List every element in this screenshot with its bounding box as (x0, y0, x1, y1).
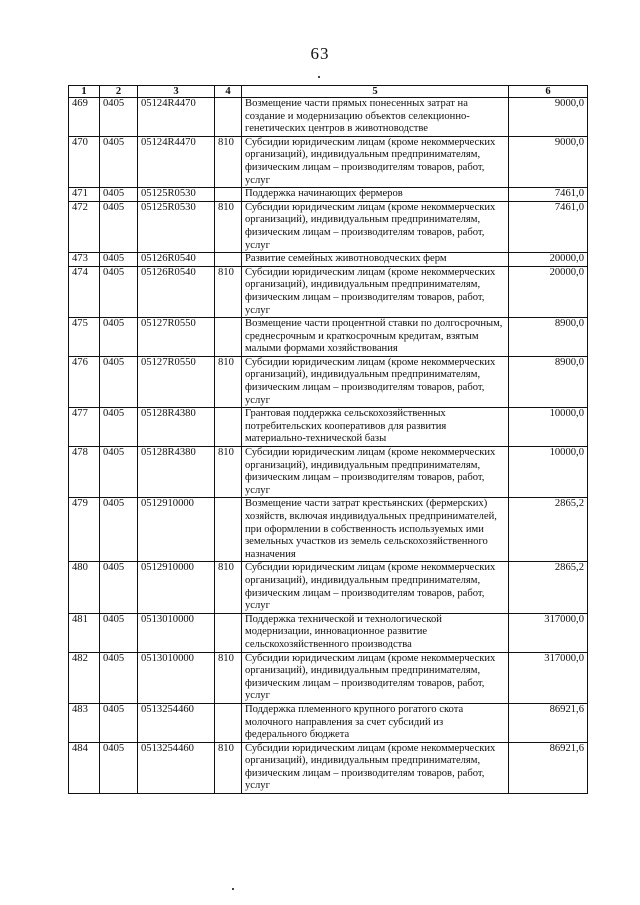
section-code-cell: 0405 (100, 703, 138, 742)
expense-type-cell (215, 318, 242, 357)
target-article-cell: 0513254460 (138, 742, 215, 793)
amount-cell: 2865,2 (509, 562, 588, 613)
section-code-cell: 0405 (100, 562, 138, 613)
target-article-cell: 05127R0550 (138, 356, 215, 407)
target-article-cell: 0513010000 (138, 652, 215, 703)
expense-type-cell: 810 (215, 447, 242, 498)
section-code-cell: 0405 (100, 266, 138, 317)
section-code-cell: 0405 (100, 447, 138, 498)
expense-type-cell: 810 (215, 201, 242, 252)
description-cell: Возмещение части прямых понесенных затрат на создание и модернизацию объектов селекционно-генетических центров в животноводстве (242, 98, 509, 137)
amount-cell: 317000,0 (509, 613, 588, 652)
description-cell: Субсидии юридическим лицам (кроме некоммерческих организаций), индивидуальным предпринимателям, физическим лицам – производителям товаров, работ, услуг (242, 742, 509, 793)
description-cell: Субсидии юридическим лицам (кроме некоммерческих организаций), индивидуальным предпринимателям, физическим лицам – производителям товаров, работ, услуг (242, 562, 509, 613)
description-cell: Возмещение части затрат крестьянских (фермерских) хозяйств, включая индивидуальных предпринимателей, при оформлении в собственность используемых ими земельных участков из земель сельскохозяйственного назначения (242, 498, 509, 562)
table-row (69, 447, 588, 498)
budget-table (68, 85, 588, 794)
expense-type-cell: 810 (215, 742, 242, 793)
row-number-cell: 481 (69, 613, 100, 652)
table-row (69, 318, 588, 357)
scan-speck (232, 888, 234, 890)
row-number-cell: 483 (69, 703, 100, 742)
section-code-cell: 0405 (100, 253, 138, 267)
target-article-cell: 05126R0540 (138, 266, 215, 317)
row-number-cell: 478 (69, 447, 100, 498)
amount-cell: 10000,0 (509, 447, 588, 498)
amount-cell: 7461,0 (509, 201, 588, 252)
target-article-cell: 0512910000 (138, 498, 215, 562)
table-row (69, 188, 588, 202)
expense-type-cell: 810 (215, 356, 242, 407)
table-row (69, 408, 588, 447)
expense-type-cell (215, 498, 242, 562)
section-code-cell: 0405 (100, 408, 138, 447)
section-code-cell: 0405 (100, 136, 138, 187)
table-row (69, 562, 588, 613)
expense-type-cell: 810 (215, 266, 242, 317)
table-row (69, 136, 588, 187)
amount-cell: 10000,0 (509, 408, 588, 447)
table-row (69, 652, 588, 703)
table-row (69, 201, 588, 252)
description-cell: Субсидии юридическим лицам (кроме некоммерческих организаций), индивидуальным предпринимателям, физическим лицам – производителям товаров, работ, услуг (242, 447, 509, 498)
page-number: 63 (310, 44, 330, 63)
amount-cell: 8900,0 (509, 356, 588, 407)
row-number-cell: 479 (69, 498, 100, 562)
table-row (69, 613, 588, 652)
table-row (69, 266, 588, 317)
expense-type-cell: 810 (215, 652, 242, 703)
description-cell: Субсидии юридическим лицам (кроме некоммерческих организаций), индивидуальным предпринимателям, физическим лицам – производителям товаров, работ, услуг (242, 136, 509, 187)
table-header-row (69, 86, 588, 98)
amount-cell: 20000,0 (509, 253, 588, 267)
column-header-section: 2 (100, 86, 138, 98)
section-code-cell: 0405 (100, 742, 138, 793)
description-cell: Субсидии юридическим лицам (кроме некоммерческих организаций), индивидуальным предпринимателям, физическим лицам – производителям товаров, работ, услуг (242, 266, 509, 317)
expense-type-cell (215, 253, 242, 267)
description-cell: Развитие семейных животноводческих ферм (242, 253, 509, 267)
section-code-cell: 0405 (100, 318, 138, 357)
row-number-cell: 477 (69, 408, 100, 447)
description-cell: Поддержка технической и технологической модернизации, инновационное развитие сельскохозяйственного производства (242, 613, 509, 652)
column-header-num: 1 (69, 86, 100, 98)
description-cell: Поддержка племенного крупного рогатого скота молочного направления за счет субсидий из федерального бюджета (242, 703, 509, 742)
section-code-cell: 0405 (100, 188, 138, 202)
row-number-cell: 476 (69, 356, 100, 407)
scan-speck (318, 76, 320, 78)
target-article-cell: 05128R4380 (138, 408, 215, 447)
target-article-cell: 0512910000 (138, 562, 215, 613)
row-number-cell: 474 (69, 266, 100, 317)
description-cell: Возмещение части процентной ставки по долгосрочным, среднесрочным и краткосрочным кредитам, взятым малыми формами хозяйствования (242, 318, 509, 357)
row-number-cell: 469 (69, 98, 100, 137)
table-row (69, 253, 588, 267)
column-header-target-article: 3 (138, 86, 215, 98)
section-code-cell: 0405 (100, 201, 138, 252)
row-number-cell: 484 (69, 742, 100, 793)
amount-cell: 20000,0 (509, 266, 588, 317)
description-cell: Субсидии юридическим лицам (кроме некоммерческих организаций), индивидуальным предпринимателям, физическим лицам – производителям товаров, работ, услуг (242, 356, 509, 407)
target-article-cell: 05126R0540 (138, 253, 215, 267)
column-header-expense-type: 4 (215, 86, 242, 98)
expense-type-cell: 810 (215, 136, 242, 187)
row-number-cell: 470 (69, 136, 100, 187)
column-header-name: 5 (242, 86, 509, 98)
target-article-cell: 05127R0550 (138, 318, 215, 357)
target-article-cell: 05125R0530 (138, 188, 215, 202)
target-article-cell: 05124R4470 (138, 136, 215, 187)
target-article-cell: 05128R4380 (138, 447, 215, 498)
amount-cell: 8900,0 (509, 318, 588, 357)
description-cell: Грантовая поддержка сельскохозяйственных потребительских кооперативов для развития материально-технической базы (242, 408, 509, 447)
table-row (69, 742, 588, 793)
section-code-cell: 0405 (100, 613, 138, 652)
table-row (69, 703, 588, 742)
target-article-cell: 05125R0530 (138, 201, 215, 252)
amount-cell: 2865,2 (509, 498, 588, 562)
target-article-cell: 05124R4470 (138, 98, 215, 137)
expense-type-cell (215, 613, 242, 652)
amount-cell: 317000,0 (509, 652, 588, 703)
section-code-cell: 0405 (100, 356, 138, 407)
column-header-sum: 6 (509, 86, 588, 98)
expense-type-cell (215, 188, 242, 202)
amount-cell: 86921,6 (509, 742, 588, 793)
row-number-cell: 475 (69, 318, 100, 357)
table-body (69, 98, 588, 794)
section-code-cell: 0405 (100, 98, 138, 137)
row-number-cell: 480 (69, 562, 100, 613)
table-row (69, 356, 588, 407)
amount-cell: 9000,0 (509, 98, 588, 137)
description-cell: Поддержка начинающих фермеров (242, 188, 509, 202)
expense-type-cell (215, 98, 242, 137)
row-number-cell: 471 (69, 188, 100, 202)
row-number-cell: 472 (69, 201, 100, 252)
section-code-cell: 0405 (100, 498, 138, 562)
expense-type-cell (215, 408, 242, 447)
section-code-cell: 0405 (100, 652, 138, 703)
row-number-cell: 473 (69, 253, 100, 267)
table-row (69, 98, 588, 137)
description-cell: Субсидии юридическим лицам (кроме некоммерческих организаций), индивидуальным предпринимателям, физическим лицам – производителям товаров, работ, услуг (242, 652, 509, 703)
expense-type-cell: 810 (215, 562, 242, 613)
amount-cell: 86921,6 (509, 703, 588, 742)
amount-cell: 9000,0 (509, 136, 588, 187)
amount-cell: 7461,0 (509, 188, 588, 202)
row-number-cell: 482 (69, 652, 100, 703)
target-article-cell: 0513010000 (138, 613, 215, 652)
target-article-cell: 0513254460 (138, 703, 215, 742)
table-row (69, 498, 588, 562)
expense-type-cell (215, 703, 242, 742)
description-cell: Субсидии юридическим лицам (кроме некоммерческих организаций), индивидуальным предпринимателям, физическим лицам – производителям товаров, работ, услуг (242, 201, 509, 252)
